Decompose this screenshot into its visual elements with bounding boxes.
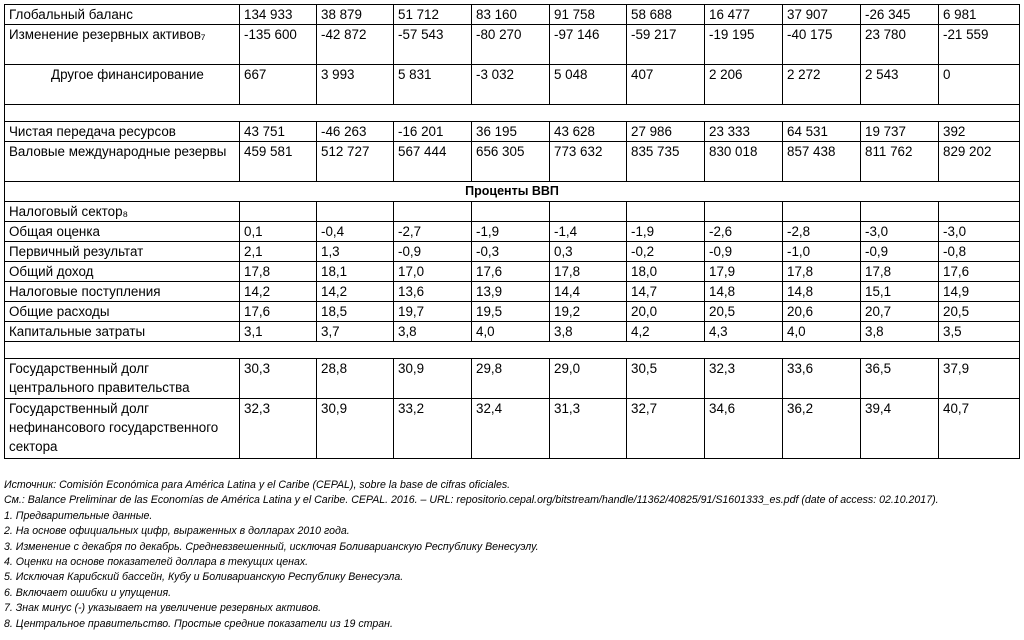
spacer-cell <box>5 105 1020 122</box>
row-label: Общие расходы <box>5 302 240 322</box>
table-cell: -46 263 <box>317 122 394 142</box>
table-cell: 17,8 <box>861 262 939 282</box>
table-cell: -2,7 <box>394 222 472 242</box>
section-title: Проценты ВВП <box>5 182 1020 202</box>
table-cell: 29,8 <box>472 359 550 399</box>
table-cell: 33,2 <box>394 399 472 459</box>
table-cell: 4,0 <box>783 322 861 342</box>
table-cell: 17,6 <box>939 262 1020 282</box>
table-cell <box>627 202 705 222</box>
table-cell: 23 780 <box>861 25 939 65</box>
table-cell: 34,6 <box>705 399 783 459</box>
table-cell: 773 632 <box>550 142 627 182</box>
row-label: Глобальный баланс <box>5 5 240 25</box>
reference-note: См.: Balance Preliminar de las Economías de América Latina y el Caribe. CEPAL. 2016. – URL: repositorio.cepal.org/bitstream/handle/11362/40825/91/S1601333_es.pdf (date of access: 02.10.2017). <box>4 494 939 507</box>
table-cell: 830 018 <box>705 142 783 182</box>
table-row <box>5 302 1020 322</box>
table-cell: 857 438 <box>783 142 861 182</box>
table-cell: 4,2 <box>627 322 705 342</box>
table-row <box>5 222 1020 242</box>
table-cell: 17,9 <box>705 262 783 282</box>
table-cell: 459 581 <box>240 142 317 182</box>
table-cell: 3,7 <box>317 322 394 342</box>
row-label: Капитальные затраты <box>5 322 240 342</box>
table-cell: 43 628 <box>550 122 627 142</box>
table-cell: 829 202 <box>939 142 1020 182</box>
table-cell: 3,8 <box>861 322 939 342</box>
table-cell: 32,3 <box>240 399 317 459</box>
table-cell: 19,2 <box>550 302 627 322</box>
table-cell: -80 270 <box>472 25 550 65</box>
table-cell: -40 175 <box>783 25 861 65</box>
footnote-item: 6. Включает ошибки и упущения. <box>4 586 172 599</box>
table-cell: 2 272 <box>783 65 861 105</box>
table-cell: 20,7 <box>861 302 939 322</box>
footnote-item: 1. Предварительные данные. <box>4 509 153 522</box>
table-cell: 30,9 <box>394 359 472 399</box>
table-cell: 32,4 <box>472 399 550 459</box>
table-cell: 5 048 <box>550 65 627 105</box>
table-cell: 51 712 <box>394 5 472 25</box>
table-cell: 33,6 <box>783 359 861 399</box>
row-label: Первичный результат <box>5 242 240 262</box>
footnote-item: 3. Изменение с декабря по декабрь. Средневзвешенный, исключая Боливарианскую Республику Венесуэлу. <box>4 540 539 553</box>
table-cell <box>317 202 394 222</box>
table-cell: 32,3 <box>705 359 783 399</box>
table-cell: 23 333 <box>705 122 783 142</box>
footnote-item: 5. Исключая Карибский бассейн, Кубу и Боливарианскую Республику Венесуэла. <box>4 571 404 584</box>
section-header-row <box>5 182 1020 202</box>
table-cell: 30,5 <box>627 359 705 399</box>
table-row <box>5 322 1020 342</box>
table-cell: 2 206 <box>705 65 783 105</box>
row-label: Изменение резервных активов₇ <box>5 25 240 65</box>
table-cell: -0,4 <box>317 222 394 242</box>
table-cell: 83 160 <box>472 5 550 25</box>
table-cell: 14,2 <box>317 282 394 302</box>
table-cell: 407 <box>627 65 705 105</box>
source-note: Источник: Comisión Económica para América Latina y el Caribe (CEPAL), sobre la base de cifras oficiales. <box>4 479 511 491</box>
table-cell: 134 933 <box>240 5 317 25</box>
table-cell: 1,3 <box>317 242 394 262</box>
table-spacer-row <box>5 342 1020 359</box>
table-cell: 39,4 <box>861 399 939 459</box>
table-cell: -16 201 <box>394 122 472 142</box>
table-row <box>5 282 1020 302</box>
table-cell: 14,7 <box>627 282 705 302</box>
table-cell: -3 032 <box>472 65 550 105</box>
table-cell: 14,8 <box>705 282 783 302</box>
table-cell <box>240 202 317 222</box>
table-row <box>5 242 1020 262</box>
table-cell: 27 986 <box>627 122 705 142</box>
table-row <box>5 359 1020 399</box>
table-cell: 14,8 <box>783 282 861 302</box>
table-cell <box>705 202 783 222</box>
table-cell: -21 559 <box>939 25 1020 65</box>
table-row <box>5 142 1020 182</box>
table-cell: 17,6 <box>472 262 550 282</box>
table-cell: 14,2 <box>240 282 317 302</box>
table-cell: 17,0 <box>394 262 472 282</box>
footnote-item: 4. Оценки на основе показателей доллара в текущих ценах. <box>4 556 309 569</box>
table-cell: 19 737 <box>861 122 939 142</box>
table-cell: 91 758 <box>550 5 627 25</box>
table-cell: 2,1 <box>240 242 317 262</box>
table-cell: 31,3 <box>550 399 627 459</box>
table-cell: -135 600 <box>240 25 317 65</box>
table-cell: -1,0 <box>783 242 861 262</box>
footnote-item: 7. Знак минус (-) указывает на увеличение резервных активов. <box>4 602 322 615</box>
table-row <box>5 25 1020 65</box>
table-cell: 667 <box>240 65 317 105</box>
footnotes <box>4 478 1019 632</box>
table-cell: 17,8 <box>783 262 861 282</box>
table-cell: 6 981 <box>939 5 1020 25</box>
table-cell: -2,6 <box>705 222 783 242</box>
table-cell: 811 762 <box>861 142 939 182</box>
table-spacer-row <box>5 105 1020 122</box>
table-cell: 0,3 <box>550 242 627 262</box>
row-label: Общая оценка <box>5 222 240 242</box>
table-cell: 656 305 <box>472 142 550 182</box>
table-cell: 36,2 <box>783 399 861 459</box>
table-cell: 58 688 <box>627 5 705 25</box>
table-cell: 835 735 <box>627 142 705 182</box>
table-row <box>5 262 1020 282</box>
table-cell: 20,5 <box>705 302 783 322</box>
table-cell: 36,5 <box>861 359 939 399</box>
table-row <box>5 5 1020 25</box>
table-cell: 392 <box>939 122 1020 142</box>
table-cell: 30,3 <box>240 359 317 399</box>
row-label: Налоговый сектор₈ <box>5 202 240 222</box>
table-cell: 38 879 <box>317 5 394 25</box>
table-cell: 0 <box>939 65 1020 105</box>
spacer-cell <box>5 342 1020 359</box>
row-label: Другое финансирование <box>5 65 240 105</box>
table-cell: 13,6 <box>394 282 472 302</box>
data-table <box>4 4 1020 459</box>
row-label: Чистая передача ресурсов <box>5 122 240 142</box>
table-cell: 17,6 <box>240 302 317 322</box>
table-cell: 19,5 <box>472 302 550 322</box>
table-cell <box>550 202 627 222</box>
table-cell: 3,5 <box>939 322 1020 342</box>
table-row <box>5 399 1020 459</box>
table-cell: 36 195 <box>472 122 550 142</box>
table-cell: 18,5 <box>317 302 394 322</box>
table-cell: -57 543 <box>394 25 472 65</box>
table-cell: 2 543 <box>861 65 939 105</box>
table-cell: -3,0 <box>939 222 1020 242</box>
table-cell: -19 195 <box>705 25 783 65</box>
table-cell: -0,9 <box>394 242 472 262</box>
table-cell <box>861 202 939 222</box>
table-cell: 5 831 <box>394 65 472 105</box>
table-row <box>5 122 1020 142</box>
table-cell: 30,9 <box>317 399 394 459</box>
table-cell <box>783 202 861 222</box>
table-cell: 4,0 <box>472 322 550 342</box>
table-cell: 3 993 <box>317 65 394 105</box>
table-cell: 16 477 <box>705 5 783 25</box>
table-cell: 3,8 <box>394 322 472 342</box>
table-cell: 17,8 <box>240 262 317 282</box>
table-cell: -0,9 <box>705 242 783 262</box>
table-cell: -97 146 <box>550 25 627 65</box>
table-cell: 19,7 <box>394 302 472 322</box>
table-cell: -0,9 <box>861 242 939 262</box>
table-cell: 4,3 <box>705 322 783 342</box>
table-cell: 37,9 <box>939 359 1020 399</box>
table-cell: -1,4 <box>550 222 627 242</box>
row-label: Государственный долг нефинансового государственного сектора <box>5 399 240 459</box>
table-cell: 567 444 <box>394 142 472 182</box>
row-label: Валовые международные резервы <box>5 142 240 182</box>
table-cell: 18,1 <box>317 262 394 282</box>
table-cell <box>394 202 472 222</box>
table-cell: 13,9 <box>472 282 550 302</box>
row-label: Общий доход <box>5 262 240 282</box>
table-cell: 3,8 <box>550 322 627 342</box>
table-cell: -0,8 <box>939 242 1020 262</box>
table-cell: 37 907 <box>783 5 861 25</box>
table-cell: 20,6 <box>783 302 861 322</box>
table-cell: 3,1 <box>240 322 317 342</box>
table-cell: 512 727 <box>317 142 394 182</box>
table-cell: -0,3 <box>472 242 550 262</box>
table-cell: 14,9 <box>939 282 1020 302</box>
table-cell: 15,1 <box>861 282 939 302</box>
row-label: Налоговые поступления <box>5 282 240 302</box>
table-cell: 43 751 <box>240 122 317 142</box>
table-cell: 20,5 <box>939 302 1020 322</box>
table-cell: 28,8 <box>317 359 394 399</box>
table-cell: 32,7 <box>627 399 705 459</box>
table-cell: -0,2 <box>627 242 705 262</box>
table-cell: -1,9 <box>627 222 705 242</box>
table-cell: -1,9 <box>472 222 550 242</box>
table-cell: 18,0 <box>627 262 705 282</box>
table-cell: 29,0 <box>550 359 627 399</box>
table-cell: 40,7 <box>939 399 1020 459</box>
table-cell: -3,0 <box>861 222 939 242</box>
table-cell: -59 217 <box>627 25 705 65</box>
footnote-item: 8. Центральное правительство. Простые средние показатели из 19 стран. <box>4 617 393 630</box>
row-label: Государственный долг центрального правительства <box>5 359 240 399</box>
table-cell: -2,8 <box>783 222 861 242</box>
table-cell: -26 345 <box>861 5 939 25</box>
table-cell <box>472 202 550 222</box>
table-cell: 0,1 <box>240 222 317 242</box>
table-cell: 64 531 <box>783 122 861 142</box>
table-cell: 17,8 <box>550 262 627 282</box>
table-row <box>5 65 1020 105</box>
table-cell: 20,0 <box>627 302 705 322</box>
footnote-item: 2. На основе официальных цифр, выраженных в долларах 2010 года. <box>4 525 350 538</box>
table-cell <box>939 202 1020 222</box>
table-row <box>5 202 1020 222</box>
table-cell: -42 872 <box>317 25 394 65</box>
table-cell: 14,4 <box>550 282 627 302</box>
